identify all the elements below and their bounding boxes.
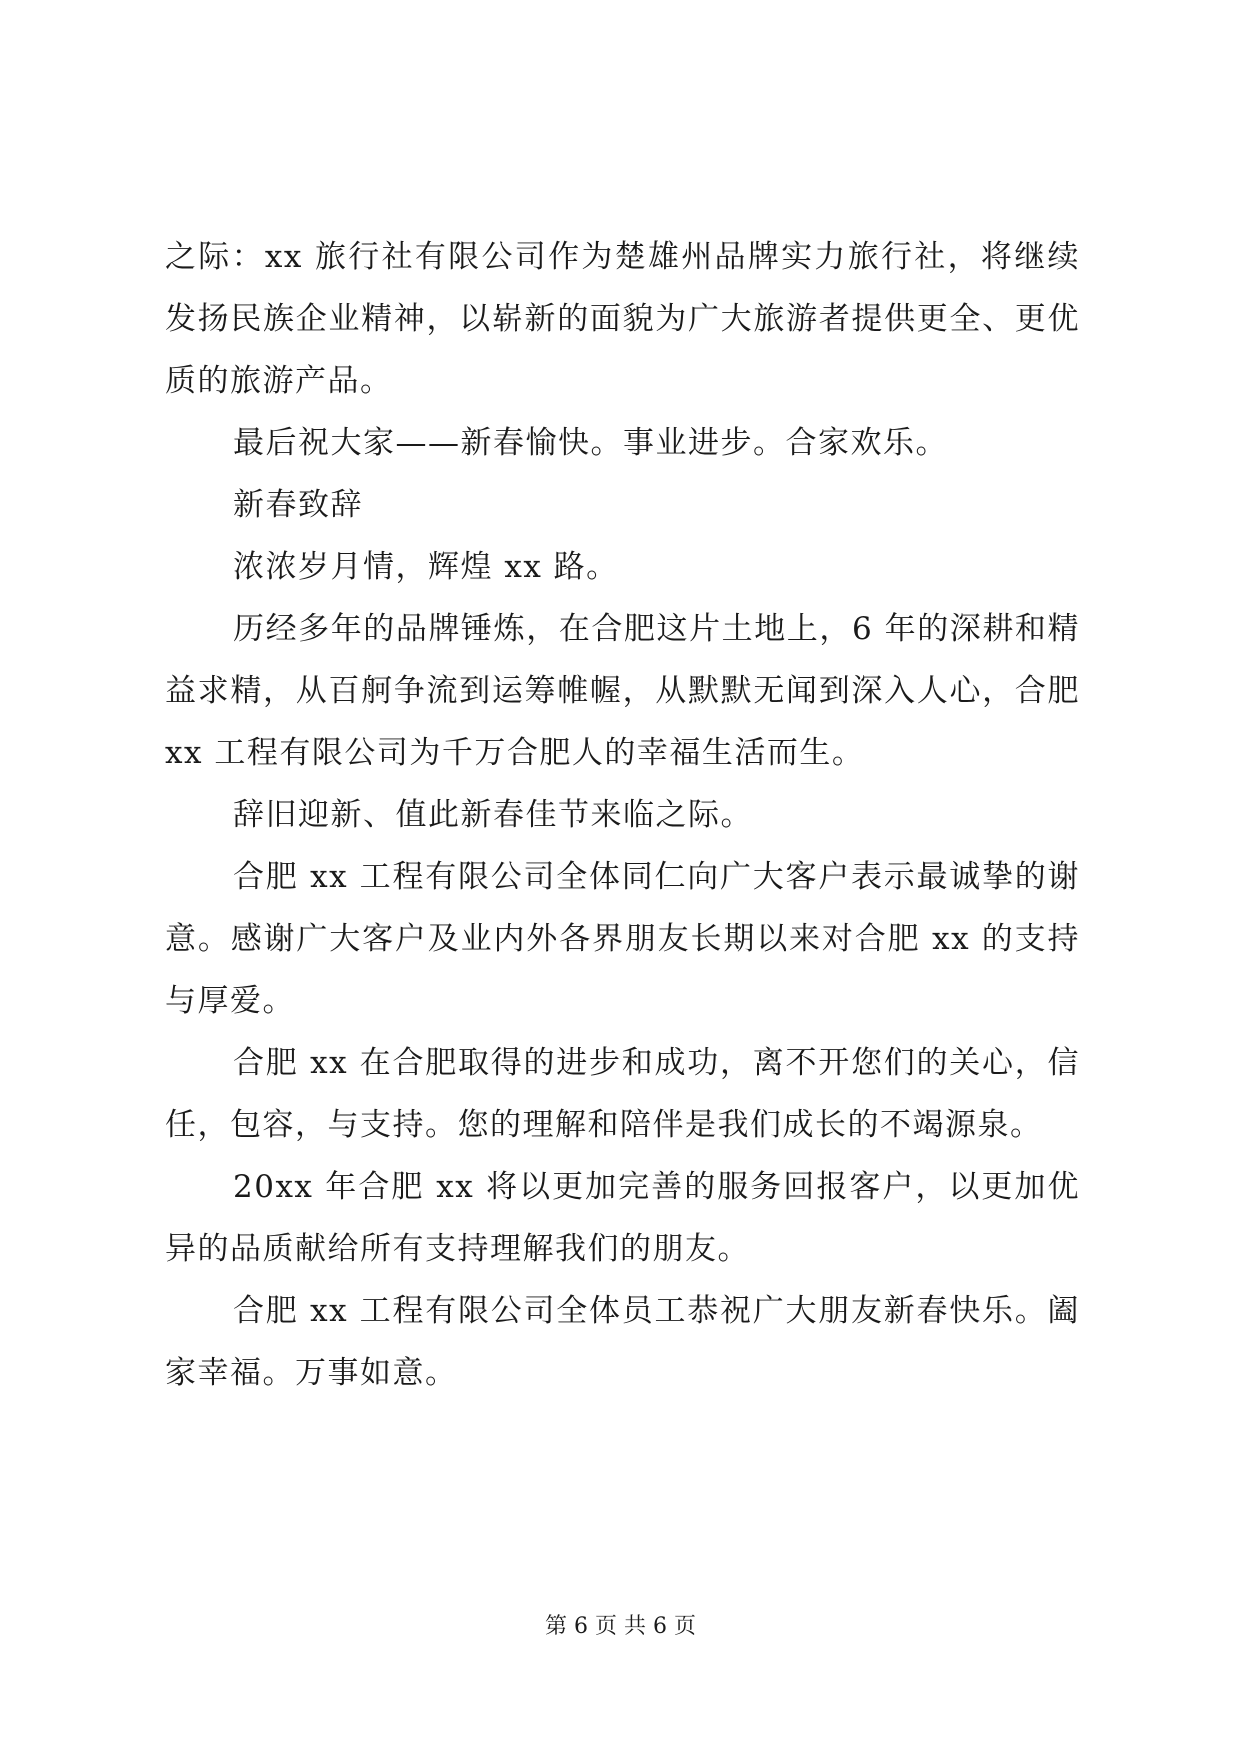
document-body — [165, 226, 1080, 1404]
page-number-footer: 第 6 页 共 6 页 — [545, 1614, 696, 1639]
paragraph-4: 浓浓岁月情，辉煌 xx 路。 — [233, 549, 619, 585]
paragraph-8: 合肥 xx 在合肥取得的进步和成功，离不开您们的关心，信任，包容，与支持。您的理解和陪伴是我们成长的不竭源泉。 — [165, 1045, 1080, 1143]
paragraph-9: 20xx 年合肥 xx 将以更加完善的服务回报客户，以更加优异的品质献给所有支持理解我们的朋友。 — [165, 1169, 1080, 1267]
paragraph-10: 合肥 xx 工程有限公司全体员工恭祝广大朋友新春快乐。阖家幸福。万事如意。 — [165, 1293, 1080, 1391]
paragraph-2: 最后祝大家——新春愉快。事业进步。合家欢乐。 — [233, 425, 948, 461]
paragraph-7: 合肥 xx 工程有限公司全体同仁向广大客户表示最诚挚的谢意。感谢广大客户及业内外各界朋友长期以来对合肥 xx 的支持与厚爱。 — [165, 859, 1080, 1019]
paragraph-6: 辞旧迎新、值此新春佳节来临之际。 — [233, 797, 753, 833]
paragraph-5: 历经多年的品牌锤炼，在合肥这片土地上，6 年的深耕和精益求精，从百舸争流到运筹帷幄，从默默无闻到深入人心，合肥 xx 工程有限公司为千万合肥人的幸福生活而生。 — [165, 611, 1080, 771]
paragraph-1: 之际：xx 旅行社有限公司作为楚雄州品牌实力旅行社，将继续发扬民族企业精神，以崭新的面貌为广大旅游者提供更全、更优质的旅游产品。 — [165, 239, 1080, 399]
paragraph-3: 新春致辞 — [233, 487, 363, 523]
